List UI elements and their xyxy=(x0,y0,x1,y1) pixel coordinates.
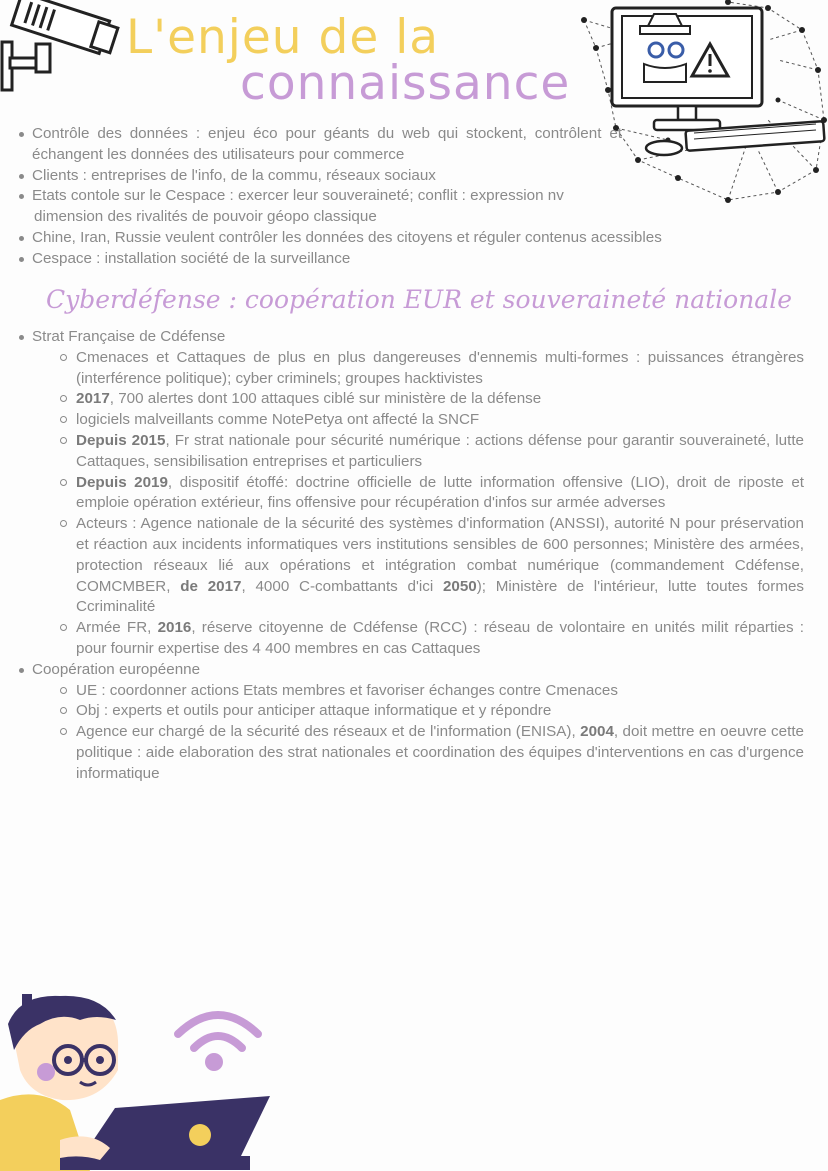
list-item: Depuis 2015, Fr strat nationale pour sécurité numérique : actions défense pour garantir souveraineté, lutte Cattaques, sensibilisation entreprises et particuliers xyxy=(58,431,804,473)
list-item: Clients : entreprises de l'info, de la commu, réseaux sociaux xyxy=(14,166,622,187)
list-item: Cespace : installation société de la surveillance xyxy=(14,249,812,270)
list-item: Contrôle des données : enjeu éco pour géants du web qui stockent, contrôlent et échangent les données des utilisateurs pour commerce xyxy=(14,124,622,166)
list-item: Agence eur chargé de la sécurité des réseaux et de l'information (ENISA), 2004, doit mettre en oeuvre cette politique : aide elaboration des strat nationales et coordination des équipes d'interventions en cas d'urgence informatique xyxy=(58,722,804,784)
coop-heading: Coopération européenne xyxy=(32,660,201,678)
wifi-icon xyxy=(170,1000,266,1076)
list-item: logiciels malveillants comme NotePetya ont affecté la SNCF xyxy=(58,410,804,431)
list-item: Acteurs : Agence nationale de la sécurité des systèmes d'information (ANSSI), autorité N pour préservation et réaction aux incidents informatiques vers institutions sensibles de 600 personnes; Ministère des armées, protection réseaux lié aux opérations et intégration combat numérique (commandement Cdéfense, COMCMBER, de 2017, 4000 C-combattants d'ici 2050); Ministère de l'intérieur, lutte toutes formes Ccriminalité xyxy=(58,514,804,618)
title-line-2: connaissance xyxy=(240,56,571,111)
intro-section xyxy=(14,124,804,270)
title-line-1: L'enjeu de la xyxy=(126,10,440,65)
list-item xyxy=(14,660,804,785)
list-item: UE : coordonner actions Etats membres et favoriser échanges contre Cmenaces xyxy=(58,681,804,702)
list-item: Cmenaces et Cattaques de plus en plus dangereuses d'ennemis multi-formes : puissances étrangères (interférence politique); cyber criminels; groupes hacktivistes xyxy=(58,348,804,390)
security-camera-icon xyxy=(0,0,122,92)
list-item: 2017, 700 alertes dont 100 attaques ciblé sur ministère de la défense xyxy=(58,389,804,410)
list-item: Obj : experts et outils pour anticiper attaque informatique et y répondre xyxy=(58,701,804,722)
strat-heading: Strat Française de Cdéfense xyxy=(32,328,226,345)
list-item: Armée FR, 2016, réserve citoyenne de Cdéfense (RCC) : réseau de volontaire en unités milit réparties : pour fournir expertise des 4 400 membres en cas Cattaques xyxy=(58,618,804,660)
list-item xyxy=(14,327,804,660)
list-item: Chine, Iran, Russie veulent contrôler les données des citoyens et réguler contenus acessibles xyxy=(14,228,812,249)
list-item: Depuis 2019, dispositif étoffé: doctrine officielle de lutte information offensive (LIO), droit de riposte et emploie opération extérieur, fins offensive pour récupération d'infos sur armée adverses xyxy=(58,473,804,515)
section-title: Cyberdéfense : coopération EUR et souveraineté nationale xyxy=(46,285,792,314)
cyberdefense-section xyxy=(14,327,804,785)
list-item: Etats contole sur le Cespace : exercer leur souveraineté; conflit : expression nv dimension des rivalités de pouvoir géopo classique xyxy=(14,186,622,228)
